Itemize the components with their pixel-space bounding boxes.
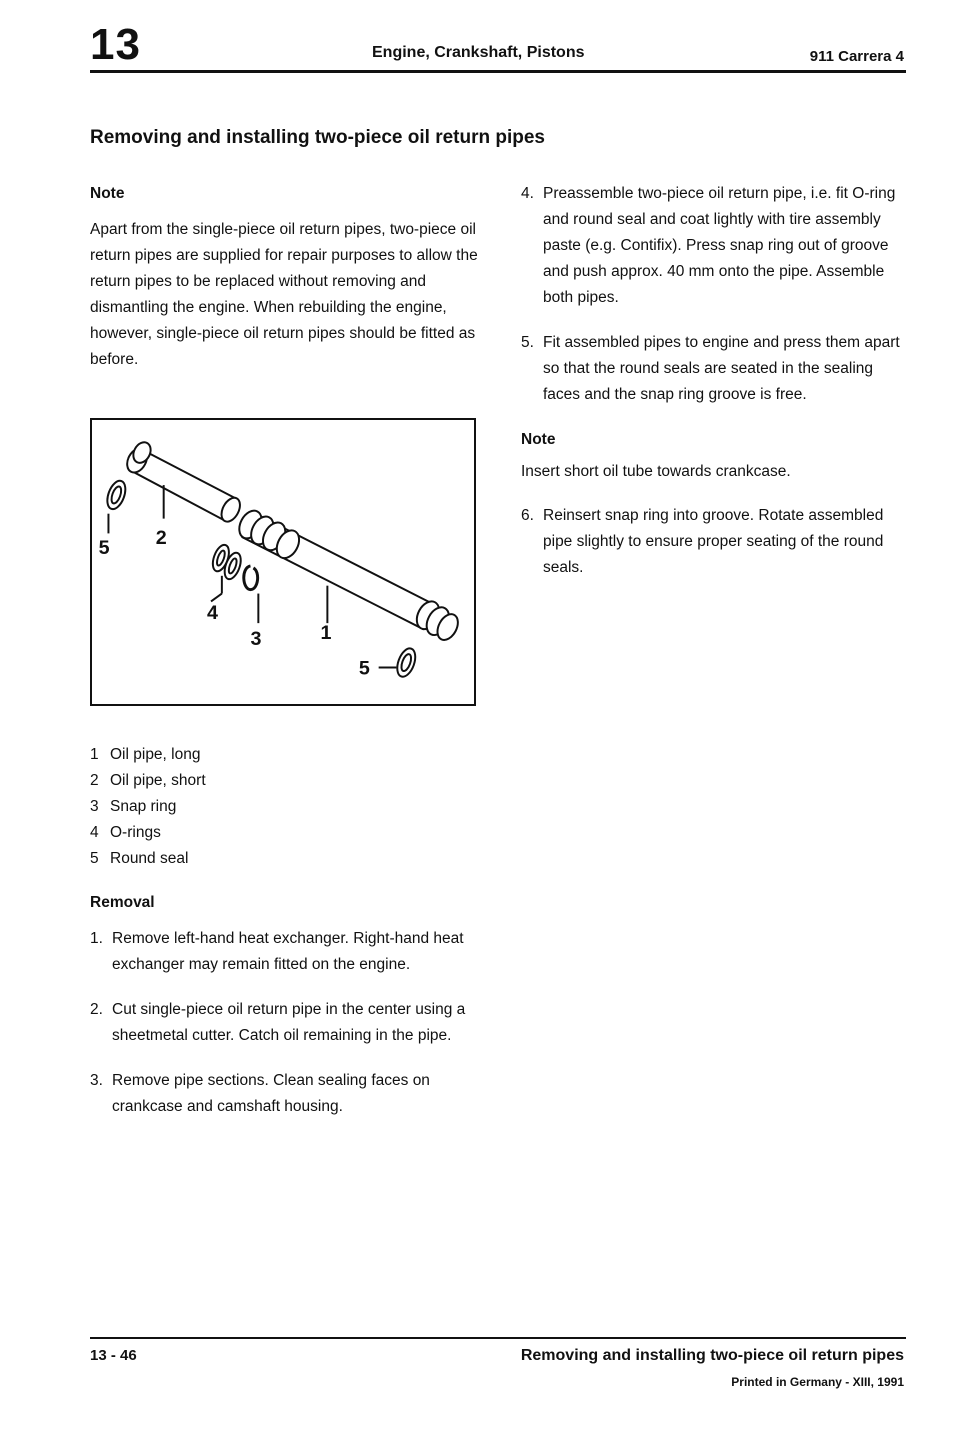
short-pipe-drawing bbox=[123, 439, 244, 524]
legend-label: Snap ring bbox=[110, 798, 177, 815]
page-number: 13 - 46 bbox=[90, 1347, 137, 1364]
removal-step bbox=[90, 1068, 490, 1120]
legend-num: 2 bbox=[90, 772, 99, 789]
legend-item bbox=[90, 794, 206, 820]
step-text: Fit assembled pipes to engine and press them apart so that the round seals are seated in the sealing faces and the snap ring groove is free. bbox=[543, 334, 900, 403]
removal-step bbox=[90, 926, 490, 978]
step-text: Remove left-hand heat exchanger. Right-hand heat exchanger may remain fitted on the engine. bbox=[112, 930, 464, 973]
exploded-view-figure bbox=[90, 418, 476, 706]
install-step bbox=[521, 181, 906, 311]
round-seal-left-drawing bbox=[104, 478, 129, 511]
step-number: 4. bbox=[521, 185, 534, 202]
callout-1: 1 bbox=[320, 621, 332, 644]
header-title: Engine, Crankshaft, Pistons bbox=[372, 44, 585, 61]
installation-column bbox=[521, 181, 906, 600]
note-left-heading: Note bbox=[90, 185, 125, 202]
step-text: Preassemble two-piece oil return pipe, i.e. fit O-ring and round seal and coat lightly with tire assembly paste (e.g. Contifix). Press snap ring out of groove and push approx. 40 mm onto the pipe. Assemble both pipes. bbox=[543, 185, 896, 306]
legend-label: O-rings bbox=[110, 824, 161, 841]
legend-item bbox=[90, 820, 206, 846]
step-text: Cut single-piece oil return pipe in the center using a sheetmetal cutter. Catch oil remaining in the pipe. bbox=[112, 1001, 466, 1044]
legend-num: 3 bbox=[90, 798, 99, 815]
install-step bbox=[521, 330, 906, 408]
header-rule bbox=[90, 70, 906, 73]
step-number: 2. bbox=[90, 1001, 103, 1018]
note-left-text: Apart from the single-piece oil return pipes, two-piece oil return pipes are supplied for repair purposes to allow the return pipes to be replaced without removing and dismantling the engine. When rebuilding the engine, however, single-piece oil return pipes should be fitted as before. bbox=[90, 221, 478, 368]
round-seal-right-drawing bbox=[394, 646, 419, 679]
legend-item bbox=[90, 846, 206, 872]
note-right-heading: Note bbox=[521, 431, 556, 448]
chapter-number: 13 bbox=[90, 20, 141, 69]
footer-title: Removing and installing two-piece oil return pipes bbox=[520, 1347, 904, 1364]
legend-num: 5 bbox=[90, 850, 99, 867]
note-right-text: Insert short oil tube towards crankcase. bbox=[521, 463, 791, 480]
section-title: Removing and installing two-piece oil return pipes bbox=[90, 127, 545, 148]
legend-num: 4 bbox=[90, 824, 99, 841]
callout-2: 2 bbox=[155, 527, 167, 550]
callout-3: 3 bbox=[250, 627, 262, 650]
callout-5-right: 5 bbox=[358, 657, 370, 680]
printed-note: Printed in Germany - XIII, 1991 bbox=[731, 1375, 904, 1389]
legend-label: Oil pipe, long bbox=[110, 746, 201, 763]
callout-5-left: 5 bbox=[98, 537, 110, 560]
figure-legend bbox=[90, 742, 206, 872]
header-model: 911 Carrera 4 bbox=[809, 48, 904, 65]
o-rings-drawing bbox=[210, 543, 244, 582]
install-step bbox=[521, 503, 906, 581]
long-pipe-drawing bbox=[235, 507, 462, 644]
removal-step bbox=[90, 997, 490, 1049]
step-number: 3. bbox=[90, 1072, 103, 1089]
callout-4: 4 bbox=[207, 602, 219, 625]
step-number: 5. bbox=[521, 334, 534, 351]
legend-item bbox=[90, 742, 206, 768]
oil-pipe-diagram bbox=[92, 420, 474, 704]
footer-rule bbox=[90, 1337, 906, 1339]
legend-item bbox=[90, 768, 206, 794]
removal-heading: Removal bbox=[90, 894, 155, 911]
legend-label: Round seal bbox=[110, 850, 189, 867]
note-left bbox=[90, 181, 480, 391]
legend-label: Oil pipe, short bbox=[110, 772, 206, 789]
removal-section bbox=[90, 890, 490, 1139]
snap-ring-drawing bbox=[244, 566, 258, 590]
step-text: Reinsert snap ring into groove. Rotate assembled pipe slightly to ensure proper seating of the round seals. bbox=[543, 507, 884, 576]
step-text: Remove pipe sections. Clean sealing faces on crankcase and camshaft housing. bbox=[112, 1072, 430, 1115]
step-number: 6. bbox=[521, 507, 534, 524]
legend-num: 1 bbox=[90, 746, 99, 763]
step-number: 1. bbox=[90, 930, 103, 947]
